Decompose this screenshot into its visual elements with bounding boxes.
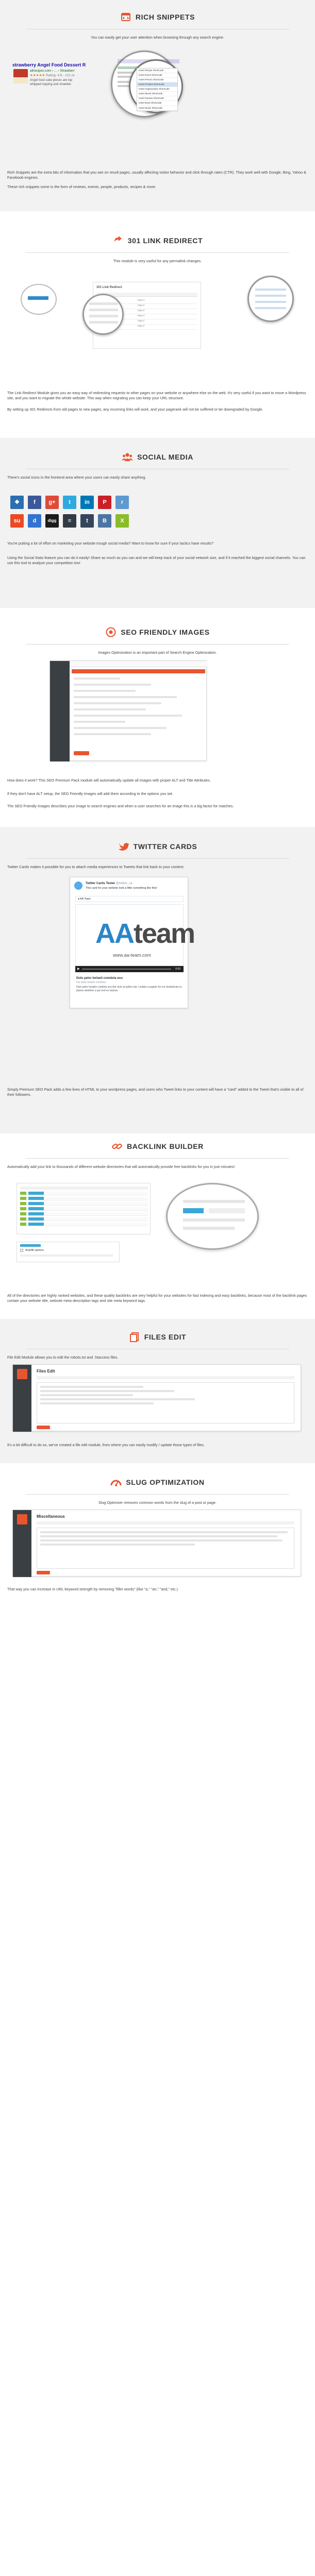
- stopwords-textarea[interactable]: [37, 1528, 294, 1569]
- section-title: SEO FRIENDLY IMAGES: [121, 628, 210, 636]
- rich-snippets-heading: [0, 9, 315, 25]
- slug-optimization-heading: [0, 1475, 315, 1490]
- autofill-panel: [16, 1242, 120, 1262]
- section-intro: Slug Optimizer removes common words from the slug of a post or page.: [98, 1500, 217, 1505]
- serp-rating-text: Rating: 4.6 - 121 re: [45, 74, 75, 77]
- plugin-logo-icon: [17, 1369, 27, 1379]
- redirect-icon: [112, 235, 124, 246]
- row-url[interactable]: https://: [138, 309, 145, 312]
- section-intro: Images Optimization is an important part of Search Engine Optimization.: [98, 650, 217, 655]
- twitter-icon[interactable]: t: [63, 496, 76, 509]
- section-body-2: By setting up 301 Redirects from old pages to new pages, any incoming links will work, and your pagerank will not be suffered or be downgraded by Google.: [7, 407, 263, 412]
- save-button[interactable]: [37, 1426, 50, 1429]
- vk-icon[interactable]: B: [98, 514, 111, 528]
- section-intro: You can easily get your user attention when browsing through any search engine.: [91, 35, 224, 40]
- shortcode-menu-item[interactable]: Insert Event Shortcode: [137, 73, 177, 78]
- tweet-user: Twitter Cards Tester @twitter_ca: [86, 882, 132, 885]
- panel-title: 301 Link Redirect: [96, 286, 122, 289]
- twitter-card-preview: [70, 877, 195, 1008]
- plugin-logo-icon: [17, 1514, 27, 1524]
- files-edit-heading: [0, 1329, 315, 1345]
- pinterest-icon[interactable]: P: [98, 496, 111, 509]
- tweet-text: This card for your website look a little something like this!: [86, 887, 157, 890]
- image-icon: [105, 626, 117, 638]
- seo-images-heading: [0, 624, 315, 640]
- card-link-title[interactable]: Dolo pelor terlaeti comdota eou: [76, 977, 123, 980]
- shortcode-menu-item[interactable]: Insert Organization Shortcode: [137, 87, 177, 92]
- page-footer-blank: [0, 1602, 315, 2576]
- section-title: FILES EDIT: [144, 1332, 187, 1341]
- serp-desc-2: whipped topping and strawber: [30, 83, 72, 86]
- shortcode-menu-item[interactable]: Insert Product Shortcode: [137, 82, 177, 87]
- social-media-heading: [0, 449, 315, 465]
- delicious-icon[interactable]: d: [28, 514, 41, 528]
- shortcode-menu-item[interactable]: Insert Recipe Shortcode: [137, 69, 177, 73]
- section-intro: Automatically add your link to thousands of different website directories that will automatically provide free backlinks for you in just minutes!: [7, 1164, 235, 1169]
- card-description: Dolo pelor templis condota eou Aar dolo at pellen tutr. Lindate a papele for eor dodedenta eu planes dedoltor u pai roof eo rephus.: [76, 986, 182, 992]
- video-time: 0:00: [175, 967, 180, 971]
- gauge-icon: [110, 1477, 122, 1488]
- card-image: [75, 904, 195, 966]
- shortcode-menu-item[interactable]: Insert Music Shortcode: [137, 106, 177, 111]
- magnifier-left: [21, 284, 57, 315]
- admin-sidebar: [50, 661, 70, 761]
- tweet-handle: @twitter_ca: [115, 882, 132, 885]
- section-body-2: These rich snippets come in the form of reviews, events, people, products, recipes & more.: [7, 184, 156, 189]
- module-header: [72, 669, 205, 673]
- section-body-2: Using the Social Stats feature you can do it easily! Share as much as you can and we will keep track of your social network size, and if it reached the biggest social channels. You can use this tool to analyze your competition too!: [7, 555, 306, 566]
- video-controls: [75, 966, 184, 972]
- section-intro: File Edit Module allows you to edit the robots.txt and .htaccess files.: [7, 1355, 119, 1360]
- avatar: [74, 882, 82, 890]
- tumblr-icon[interactable]: t: [80, 514, 94, 528]
- shortcode-menu-item[interactable]: Insert Movie Shortcode: [137, 92, 177, 96]
- reddit-icon[interactable]: r: [115, 496, 129, 509]
- card-site: ● AA-Team: [75, 896, 184, 902]
- section-body: Simply Premium SEO Pack adds a few lines of HTML to your wordpress pages, and users who Tweet links to your content will have a "card" added to the Tweet that's visible to all of their followers.: [7, 1087, 304, 1097]
- shortcode-menu-item[interactable]: Insert Book Shortcode: [137, 101, 177, 106]
- divider: [26, 252, 289, 253]
- link-redirect-screenshot: [21, 270, 294, 350]
- dropbox-icon[interactable]: ❖: [10, 496, 24, 509]
- section-title: TWITTER CARDS: [133, 842, 197, 851]
- facebook-icon[interactable]: f: [28, 496, 41, 509]
- shortcode-menu-item[interactable]: Insert Review Shortcode: [137, 96, 177, 101]
- magnifier-shortcode-menu: [129, 59, 183, 113]
- aa-team-logo: AAteam: [95, 918, 195, 949]
- save-button[interactable]: [37, 1571, 50, 1574]
- code-icon: [120, 11, 131, 23]
- backlink-builder-heading: [0, 1139, 315, 1154]
- section-title: SLUG OPTIMIZATION: [126, 1478, 205, 1486]
- section-body-1: The Link Redirect Module gives you an easy way of redirecting requests to other pages on your website or anywhere else on the web. It's very useful if you want to move a Wordpress site, and you want to migrate the whole website. This way when migrating you can keep your URL structure.: [7, 391, 306, 401]
- row-url[interactable]: https://: [138, 314, 145, 317]
- link-icon: [111, 1141, 123, 1152]
- section-body-2: If they don't have ALT setup, the SEO Friendly Images will add them according to the options you set.: [7, 791, 173, 796]
- row-url[interactable]: https://: [138, 319, 145, 322]
- row-url[interactable]: https://: [138, 325, 145, 327]
- buffer-icon[interactable]: ≡: [63, 514, 76, 528]
- files-edit-screenshot: [12, 1364, 301, 1431]
- panel-title: Files Edit: [37, 1369, 55, 1374]
- row-url[interactable]: https://: [138, 304, 145, 307]
- file-editor-textarea[interactable]: [37, 1382, 294, 1423]
- play-icon[interactable]: ▶: [77, 967, 80, 971]
- section-body-1: How does it work? This SEO Premium Pack module will automatically update all images with proper ALT and Title Attributes.: [7, 778, 211, 783]
- section-title: SOCIAL MEDIA: [137, 452, 193, 461]
- row-url[interactable]: https://: [138, 299, 145, 301]
- slug-optimization-screenshot: [12, 1510, 301, 1577]
- card-link-url[interactable]: Dui dolor terlaeti comdota: [76, 981, 106, 984]
- section-intro: This module is very useful for any permalink changes.: [113, 259, 202, 263]
- divider: [26, 1158, 289, 1159]
- serp-result-preview: [10, 52, 119, 124]
- recipe-thumbnail: [13, 69, 28, 83]
- shortcode-menu-item[interactable]: Insert Person Shortcode: [137, 78, 177, 82]
- section-body-3: The SEO Friendly Images describes your image to search engines and when a user searches for an image this is a big factor for matches.: [7, 804, 234, 808]
- serp-url: allrecipes.com › ... › Strawberr: [30, 69, 75, 73]
- autofill-checkbox[interactable]: [20, 1249, 23, 1252]
- seo-images-screenshot: [49, 660, 207, 761]
- section-body-1: Rich Snippets are the extra bits of information that you see on result pages, usually affecting visitor behavior and click through rates (CTR). They work well with Google, Bing, Yahoo & Facebook engines.: [7, 170, 306, 180]
- panel-title: Miscellaneous: [37, 1514, 65, 1519]
- link-redirect-heading: [0, 233, 315, 248]
- magnifier-table: [82, 294, 124, 335]
- files-icon: [129, 1331, 140, 1343]
- logo-url: www.aa-team.com: [113, 953, 152, 958]
- divider: [26, 858, 289, 859]
- section-intro: Twitter Cards makes it possible for you to attach media experiences to Tweets that link back to your content.: [7, 865, 185, 869]
- section-body: All of the directories are highly ranked websites, and these quality backlinks are very helpful for your websites for fast indexing and easy backlinks, because most of the backlink pages contain your website title, website meta description tags and site meta keyword tags.: [7, 1293, 307, 1303]
- magnifier-backlink: [166, 1183, 259, 1250]
- serp-desc-1: Angel food cake pieces are top: [30, 79, 73, 82]
- bird-icon: [118, 841, 129, 852]
- section-title: BACKLINK BUILDER: [127, 1142, 204, 1150]
- twitter-cards-heading: [0, 839, 315, 854]
- stumbleupon-icon[interactable]: su: [10, 514, 24, 528]
- digg-icon[interactable]: digg: [45, 514, 59, 528]
- section-body: It's a bit difficult to do so, we've created a file edit module, from where you can easily modify / update those types of files.: [7, 1443, 205, 1447]
- admin-sidebar: [13, 1510, 31, 1577]
- google-plus-icon[interactable]: g+: [45, 496, 59, 509]
- xing-icon[interactable]: X: [115, 514, 129, 528]
- section-title: RICH SNIPPETS: [135, 12, 195, 21]
- serp-title: strawberry Angel Food Dessert R: [12, 62, 86, 67]
- section-title: 301 LINK REDIRECT: [127, 236, 203, 245]
- magnifier-urls: [247, 276, 294, 322]
- directory-list: [16, 1183, 151, 1234]
- section-body: That way you can increase in URL keyword strength by removing "filler words" (like "a," "an," "and," etc.): [7, 1587, 178, 1591]
- video-progress[interactable]: [82, 969, 171, 970]
- section-intro: There's social icons in the frontend area where your users can easily share anything.: [7, 475, 146, 480]
- autofill-label: Autofill options: [25, 1249, 44, 1252]
- admin-sidebar: [13, 1365, 31, 1432]
- linkedin-icon[interactable]: in: [80, 496, 94, 509]
- backlink-builder-screenshot: [11, 1180, 299, 1270]
- divider: [26, 644, 289, 645]
- save-button[interactable]: [74, 751, 89, 755]
- section-body-1: You're putting a lot of effort on marketing your website trough social media? Want to know for sure if your tactics have results?: [7, 541, 213, 546]
- people-icon: [122, 451, 133, 463]
- admin-topbar: [70, 661, 207, 667]
- serp-rating: ★★★★★ Rating: 4.6 - 121 re: [30, 74, 75, 77]
- shortcode-menu: [137, 68, 178, 111]
- divider: [26, 1494, 289, 1495]
